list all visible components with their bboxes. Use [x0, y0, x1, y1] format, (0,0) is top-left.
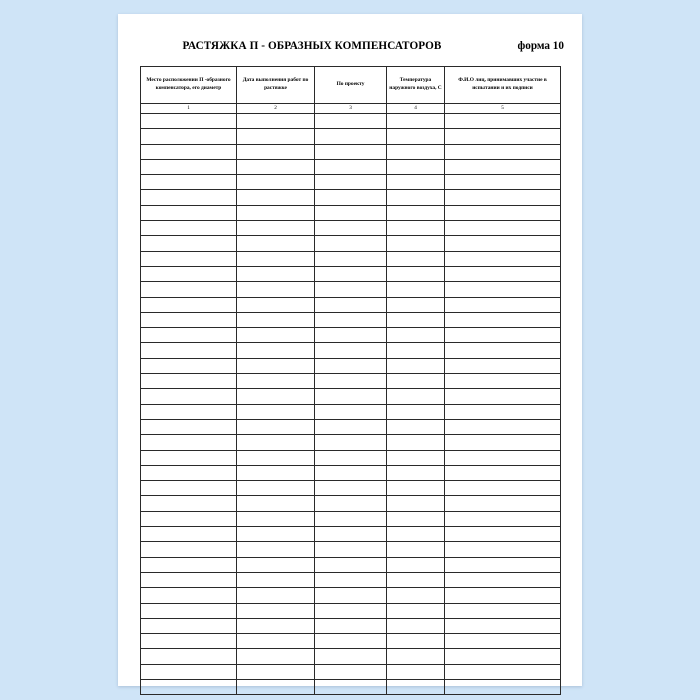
- table-cell[interactable]: [141, 175, 237, 190]
- table-cell[interactable]: [315, 175, 387, 190]
- table-cell[interactable]: [445, 343, 561, 358]
- table-cell[interactable]: [141, 312, 237, 327]
- table-row[interactable]: [141, 328, 561, 343]
- table-cell[interactable]: [445, 282, 561, 297]
- column-header-temperature: Температура наружного воздуха, С: [387, 67, 445, 104]
- table-cell[interactable]: [387, 572, 445, 587]
- table-row[interactable]: [141, 634, 561, 649]
- table-cell[interactable]: [387, 251, 445, 266]
- table-cell[interactable]: [141, 618, 237, 633]
- table-cell[interactable]: [387, 588, 445, 603]
- table-cell[interactable]: [445, 404, 561, 419]
- table-cell[interactable]: [315, 144, 387, 159]
- table-row[interactable]: [141, 496, 561, 511]
- table-cell[interactable]: [387, 450, 445, 465]
- table-cell[interactable]: [445, 251, 561, 266]
- table-cell[interactable]: [141, 144, 237, 159]
- table-column-number-row: [141, 104, 561, 114]
- table-row[interactable]: [141, 221, 561, 236]
- table-cell[interactable]: [315, 389, 387, 404]
- table-row[interactable]: [141, 251, 561, 266]
- table-cell[interactable]: [387, 664, 445, 679]
- table-cell[interactable]: [387, 527, 445, 542]
- table-cell[interactable]: [141, 129, 237, 144]
- table-cell[interactable]: [387, 129, 445, 144]
- table-cell[interactable]: [445, 328, 561, 343]
- table-cell[interactable]: [237, 236, 315, 251]
- table-cell[interactable]: [387, 297, 445, 312]
- table-cell[interactable]: [445, 389, 561, 404]
- table-cell[interactable]: [141, 679, 237, 694]
- table-cell[interactable]: [387, 435, 445, 450]
- table-row[interactable]: [141, 542, 561, 557]
- column-number-4: 4: [387, 104, 445, 114]
- table-row[interactable]: [141, 282, 561, 297]
- table-cell[interactable]: [315, 634, 387, 649]
- table-cell[interactable]: [237, 664, 315, 679]
- table-cell[interactable]: [387, 236, 445, 251]
- table-row[interactable]: [141, 266, 561, 281]
- table-cell[interactable]: [445, 679, 561, 694]
- table-row[interactable]: [141, 465, 561, 480]
- table-row[interactable]: [141, 175, 561, 190]
- table-cell[interactable]: [237, 618, 315, 633]
- table-cell[interactable]: [141, 221, 237, 236]
- table-cell[interactable]: [315, 450, 387, 465]
- table-cell[interactable]: [315, 343, 387, 358]
- table-cell[interactable]: [445, 114, 561, 129]
- table-row[interactable]: [141, 481, 561, 496]
- table-cell[interactable]: [141, 343, 237, 358]
- table-row[interactable]: [141, 312, 561, 327]
- table-row[interactable]: [141, 649, 561, 664]
- table-cell[interactable]: [237, 343, 315, 358]
- table-cell[interactable]: [237, 221, 315, 236]
- table-row[interactable]: [141, 159, 561, 174]
- page-title: РАСТЯЖКА П - ОБРАЗНЫХ КОМПЕНСАТОРОВ: [182, 40, 442, 52]
- document-header: [118, 40, 582, 58]
- table-cell[interactable]: [141, 481, 237, 496]
- column-number-1: 1: [141, 104, 237, 114]
- table-cell[interactable]: [387, 511, 445, 526]
- table-cell[interactable]: [237, 175, 315, 190]
- table-cell[interactable]: [315, 374, 387, 389]
- table-cell[interactable]: [445, 129, 561, 144]
- table-cell[interactable]: [387, 419, 445, 434]
- column-number-5: 5: [445, 104, 561, 114]
- table-cell[interactable]: [141, 450, 237, 465]
- table-row[interactable]: [141, 557, 561, 572]
- table-cell[interactable]: [387, 190, 445, 205]
- table-cell[interactable]: [445, 435, 561, 450]
- table-cell[interactable]: [387, 328, 445, 343]
- table-cell[interactable]: [141, 496, 237, 511]
- table-cell[interactable]: [387, 266, 445, 281]
- table-cell[interactable]: [141, 465, 237, 480]
- table-body: [141, 114, 561, 695]
- table-cell[interactable]: [315, 297, 387, 312]
- table-cell[interactable]: [387, 205, 445, 220]
- table-cell[interactable]: [237, 389, 315, 404]
- table-cell[interactable]: [141, 159, 237, 174]
- table-cell[interactable]: [445, 358, 561, 373]
- table-cell[interactable]: [445, 527, 561, 542]
- table-cell[interactable]: [387, 374, 445, 389]
- table-cell[interactable]: [141, 527, 237, 542]
- table-cell[interactable]: [315, 236, 387, 251]
- table-cell[interactable]: [315, 312, 387, 327]
- table-cell[interactable]: [237, 634, 315, 649]
- table-cell[interactable]: [141, 664, 237, 679]
- table-cell[interactable]: [141, 282, 237, 297]
- table-row[interactable]: [141, 129, 561, 144]
- table-cell[interactable]: [315, 404, 387, 419]
- table-cell[interactable]: [237, 328, 315, 343]
- table-cell[interactable]: [315, 358, 387, 373]
- table-cell[interactable]: [237, 159, 315, 174]
- table-cell[interactable]: [141, 557, 237, 572]
- table-cell[interactable]: [237, 450, 315, 465]
- table-cell[interactable]: [237, 312, 315, 327]
- table-cell[interactable]: [141, 266, 237, 281]
- table-cell[interactable]: [387, 649, 445, 664]
- table-cell[interactable]: [237, 572, 315, 587]
- table-cell[interactable]: [445, 221, 561, 236]
- table-cell[interactable]: [315, 129, 387, 144]
- table-cell[interactable]: [237, 266, 315, 281]
- table-row[interactable]: [141, 190, 561, 205]
- table-cell[interactable]: [445, 481, 561, 496]
- table-cell[interactable]: [387, 465, 445, 480]
- table-cell[interactable]: [237, 496, 315, 511]
- table-row[interactable]: [141, 144, 561, 159]
- table-cell[interactable]: [387, 312, 445, 327]
- table-cell[interactable]: [141, 251, 237, 266]
- table-cell[interactable]: [315, 679, 387, 694]
- table-cell[interactable]: [237, 251, 315, 266]
- table-cell[interactable]: [445, 297, 561, 312]
- table-cell[interactable]: [141, 419, 237, 434]
- table-cell[interactable]: [387, 496, 445, 511]
- table-cell[interactable]: [445, 634, 561, 649]
- table-cell[interactable]: [445, 144, 561, 159]
- table-cell[interactable]: [237, 588, 315, 603]
- table-row[interactable]: [141, 404, 561, 419]
- table-cell[interactable]: [315, 618, 387, 633]
- table-cell[interactable]: [237, 114, 315, 129]
- table-cell[interactable]: [445, 557, 561, 572]
- table-cell[interactable]: [445, 588, 561, 603]
- table-cell[interactable]: [445, 236, 561, 251]
- table-cell[interactable]: [237, 527, 315, 542]
- column-header-date: Дата выполнения работ по растяжке: [237, 67, 315, 104]
- table-cell[interactable]: [445, 496, 561, 511]
- table-cell[interactable]: [315, 664, 387, 679]
- table-row[interactable]: [141, 603, 561, 618]
- table-cell[interactable]: [315, 159, 387, 174]
- table-cell[interactable]: [315, 221, 387, 236]
- table-cell[interactable]: [315, 481, 387, 496]
- table-cell[interactable]: [141, 328, 237, 343]
- table-cell[interactable]: [387, 404, 445, 419]
- table-cell[interactable]: [315, 527, 387, 542]
- table-cell[interactable]: [315, 465, 387, 480]
- table-cell[interactable]: [315, 114, 387, 129]
- table-cell[interactable]: [237, 404, 315, 419]
- form-number-label: форма 10: [517, 40, 564, 52]
- table-cell[interactable]: [237, 419, 315, 434]
- table-row[interactable]: [141, 527, 561, 542]
- table-cell[interactable]: [387, 358, 445, 373]
- table-cell[interactable]: [141, 435, 237, 450]
- table-cell[interactable]: [315, 542, 387, 557]
- table-cell[interactable]: [315, 572, 387, 587]
- table-cell[interactable]: [237, 144, 315, 159]
- table-cell[interactable]: [237, 603, 315, 618]
- table-cell[interactable]: [445, 312, 561, 327]
- table-cell[interactable]: [445, 618, 561, 633]
- table-cell[interactable]: [387, 679, 445, 694]
- table-cell[interactable]: [445, 159, 561, 174]
- table-cell[interactable]: [315, 557, 387, 572]
- table-cell[interactable]: [315, 266, 387, 281]
- table-cell[interactable]: [445, 190, 561, 205]
- table-cell[interactable]: [315, 496, 387, 511]
- column-header-project: По проекту: [315, 67, 387, 104]
- table-row[interactable]: [141, 419, 561, 434]
- column-header-participants: Ф.И.О лиц, принимавших участие в испытании и их подписи: [445, 67, 561, 104]
- table-cell[interactable]: [141, 649, 237, 664]
- table-cell[interactable]: [445, 664, 561, 679]
- table-row[interactable]: [141, 114, 561, 129]
- register-table: [140, 66, 561, 695]
- table-cell[interactable]: [387, 618, 445, 633]
- table-cell[interactable]: [237, 190, 315, 205]
- table-cell[interactable]: [315, 282, 387, 297]
- table-cell[interactable]: [237, 542, 315, 557]
- table-cell[interactable]: [141, 236, 237, 251]
- table-cell[interactable]: [387, 114, 445, 129]
- table-cell[interactable]: [315, 205, 387, 220]
- table-cell[interactable]: [387, 603, 445, 618]
- table-cell[interactable]: [141, 205, 237, 220]
- table-cell[interactable]: [315, 419, 387, 434]
- table-cell[interactable]: [141, 404, 237, 419]
- table-cell[interactable]: [387, 144, 445, 159]
- table-cell[interactable]: [315, 435, 387, 450]
- table-cell[interactable]: [141, 358, 237, 373]
- table-cell[interactable]: [315, 603, 387, 618]
- table-cell[interactable]: [445, 205, 561, 220]
- table-cell[interactable]: [387, 282, 445, 297]
- table-cell[interactable]: [445, 374, 561, 389]
- table-header: [141, 67, 561, 114]
- table-row[interactable]: [141, 343, 561, 358]
- table-row[interactable]: [141, 679, 561, 694]
- table-cell[interactable]: [237, 465, 315, 480]
- table-row[interactable]: [141, 358, 561, 373]
- column-number-3: 3: [315, 104, 387, 114]
- table-cell[interactable]: [445, 465, 561, 480]
- table-cell[interactable]: [141, 511, 237, 526]
- table-cell[interactable]: [237, 297, 315, 312]
- table-cell[interactable]: [141, 588, 237, 603]
- table-row[interactable]: [141, 664, 561, 679]
- table-cell[interactable]: [387, 221, 445, 236]
- table-cell[interactable]: [315, 588, 387, 603]
- table-cell[interactable]: [237, 374, 315, 389]
- table-cell[interactable]: [387, 557, 445, 572]
- table-row[interactable]: [141, 618, 561, 633]
- table-cell[interactable]: [315, 328, 387, 343]
- table-cell[interactable]: [315, 511, 387, 526]
- table-row[interactable]: [141, 236, 561, 251]
- table-cell[interactable]: [387, 389, 445, 404]
- table-cell[interactable]: [237, 481, 315, 496]
- table-cell[interactable]: [445, 572, 561, 587]
- table-cell[interactable]: [237, 282, 315, 297]
- table-cell[interactable]: [237, 557, 315, 572]
- table-cell[interactable]: [141, 389, 237, 404]
- table-cell[interactable]: [445, 603, 561, 618]
- table-cell[interactable]: [387, 481, 445, 496]
- table-cell[interactable]: [141, 374, 237, 389]
- table-cell[interactable]: [237, 649, 315, 664]
- table-cell[interactable]: [387, 175, 445, 190]
- table-row[interactable]: [141, 297, 561, 312]
- table-cell[interactable]: [237, 511, 315, 526]
- table-row[interactable]: [141, 435, 561, 450]
- table-cell[interactable]: [445, 419, 561, 434]
- table-cell[interactable]: [445, 511, 561, 526]
- table-row[interactable]: [141, 511, 561, 526]
- table-cell[interactable]: [387, 159, 445, 174]
- table-cell[interactable]: [445, 649, 561, 664]
- table-cell[interactable]: [237, 129, 315, 144]
- table-row[interactable]: [141, 374, 561, 389]
- table-cell[interactable]: [387, 542, 445, 557]
- table-cell[interactable]: [141, 114, 237, 129]
- table-row[interactable]: [141, 572, 561, 587]
- column-header-location: Место расположении П -образного компенсатора, его диаметр: [141, 67, 237, 104]
- table-cell[interactable]: [445, 266, 561, 281]
- table-cell[interactable]: [141, 634, 237, 649]
- table-cell[interactable]: [237, 205, 315, 220]
- table-cell[interactable]: [445, 175, 561, 190]
- table-row[interactable]: [141, 450, 561, 465]
- table-cell[interactable]: [237, 358, 315, 373]
- table-cell[interactable]: [387, 634, 445, 649]
- table-cell[interactable]: [141, 190, 237, 205]
- table-cell[interactable]: [387, 343, 445, 358]
- table-cell[interactable]: [315, 649, 387, 664]
- table-header-row: [141, 67, 561, 104]
- table-cell[interactable]: [445, 450, 561, 465]
- table-cell[interactable]: [141, 572, 237, 587]
- column-number-2: 2: [237, 104, 315, 114]
- document-page: [118, 14, 582, 686]
- table-cell[interactable]: [141, 542, 237, 557]
- table-row[interactable]: [141, 389, 561, 404]
- table-row[interactable]: [141, 588, 561, 603]
- table-cell[interactable]: [141, 297, 237, 312]
- table-cell[interactable]: [445, 542, 561, 557]
- table-cell[interactable]: [237, 435, 315, 450]
- table-cell[interactable]: [315, 251, 387, 266]
- table-row[interactable]: [141, 205, 561, 220]
- table-cell[interactable]: [237, 679, 315, 694]
- table-cell[interactable]: [315, 190, 387, 205]
- table-cell[interactable]: [141, 603, 237, 618]
